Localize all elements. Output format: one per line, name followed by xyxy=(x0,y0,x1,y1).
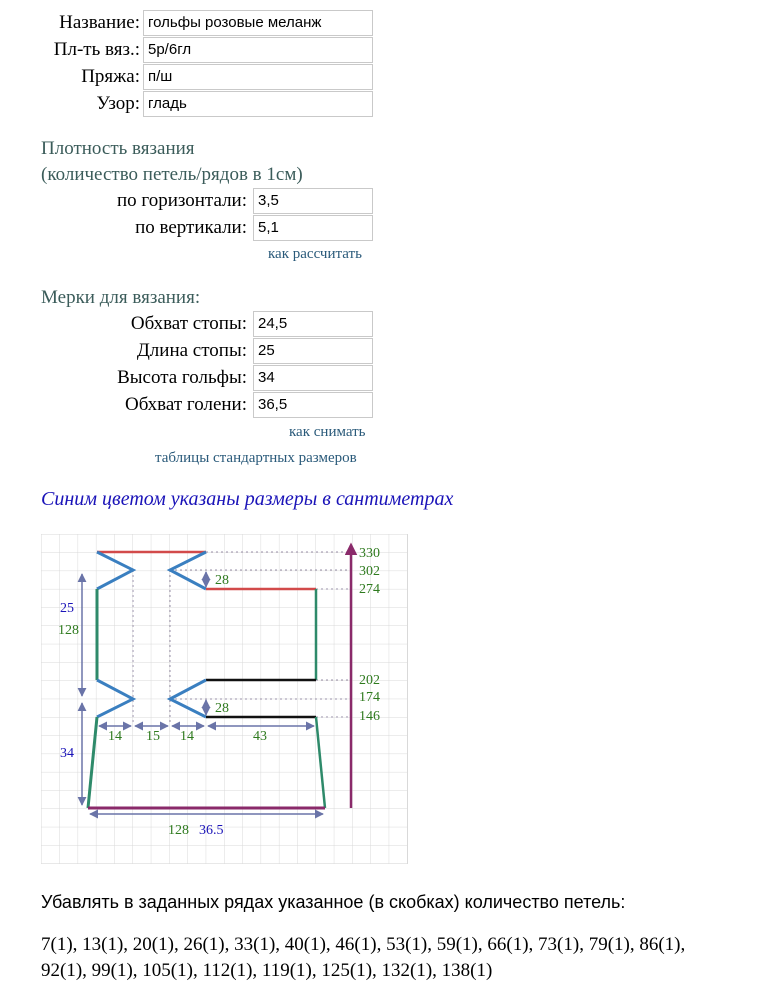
measurements-title: Мерки для вязания: xyxy=(41,287,201,308)
height-field[interactable]: 34 xyxy=(253,365,373,391)
foot-girth-row xyxy=(40,311,373,337)
row-label-274: 274 xyxy=(359,582,380,597)
units-note: Синим цветом указаны размеры в сантиметрах xyxy=(41,488,454,510)
row-label-174: 174 xyxy=(359,690,380,705)
foot-length-field[interactable]: 25 xyxy=(253,338,373,364)
gauge-vertical-row xyxy=(40,215,373,241)
foot-length-label: Длина стопы: xyxy=(136,340,247,361)
yarn-label: Пряжа: xyxy=(81,66,140,87)
gauge-horizontal-row xyxy=(40,188,373,214)
height-label: Высота гольфы: xyxy=(117,367,247,388)
gauge-vertical-field[interactable]: 5,1 xyxy=(253,215,373,241)
heel-rows-bottom-label: 28 xyxy=(215,701,229,716)
leg-height-cm-label: 34 xyxy=(60,746,74,761)
row-label-330: 330 xyxy=(359,546,380,561)
foot-girth-field[interactable]: 24,5 xyxy=(253,311,373,337)
height-row xyxy=(40,365,373,391)
yarn-row xyxy=(20,64,373,90)
calf-girth-field[interactable]: 36,5 xyxy=(253,392,373,418)
gauge-horizontal-field[interactable]: 3,5 xyxy=(253,188,373,214)
name-row xyxy=(20,10,373,36)
width-seg-3-label: 14 xyxy=(180,729,194,744)
how-to-measure-link[interactable]: как снимать xyxy=(289,424,366,440)
heel-rows-top-label: 28 xyxy=(215,573,229,588)
pattern-row xyxy=(20,91,373,117)
knit-density-row xyxy=(20,37,373,63)
row-label-146: 146 xyxy=(359,709,380,724)
bottom-stitches-label: 128 xyxy=(168,823,189,838)
how-to-calculate-link[interactable]: как рассчитать xyxy=(268,246,362,262)
row-label-302: 302 xyxy=(359,564,380,579)
width-seg-4-label: 43 xyxy=(253,729,267,744)
gauge-title: Плотность вязания xyxy=(41,138,195,159)
knit-density-field[interactable]: 5р/6гл xyxy=(143,37,373,63)
knit-density-label: Пл-ть вяз.: xyxy=(53,39,140,60)
width-seg-1-label: 14 xyxy=(108,729,122,744)
decrease-rows-line-1: 7(1), 13(1), 20(1), 26(1), 33(1), 40(1), 46(1), 53(1), 59(1), 66(1), 73(1), 79(1), 86(1), xyxy=(41,934,686,955)
decrease-title: Убавлять в заданных рядах указанное (в скобках) количество петель: xyxy=(41,892,626,912)
gauge-vertical-label: по вертикали: xyxy=(135,217,247,238)
yarn-field[interactable]: п/ш xyxy=(143,64,373,90)
width-seg-2-label: 15 xyxy=(146,729,160,744)
standard-sizes-link[interactable]: таблицы стандартных размеров xyxy=(155,450,357,466)
foot-length-row xyxy=(40,338,373,364)
foot-length-cm-label: 25 xyxy=(60,601,74,616)
bottom-cm-label: 36.5 xyxy=(199,823,224,838)
decrease-rows xyxy=(41,932,761,984)
foot-rows-label: 128 xyxy=(58,623,79,638)
knitting-diagram xyxy=(41,534,408,864)
calf-girth-row xyxy=(40,392,373,418)
gauge-subtitle: (количество петель/рядов в 1см) xyxy=(41,164,303,185)
pattern-label: Узор: xyxy=(96,93,140,114)
name-field[interactable]: гольфы розовые меланж xyxy=(143,10,373,36)
calf-girth-label: Обхват голени: xyxy=(125,394,247,415)
name-label: Название: xyxy=(59,12,140,33)
row-label-202: 202 xyxy=(359,673,380,688)
foot-girth-label: Обхват стопы: xyxy=(130,313,247,334)
decrease-rows-line-2: 92(1), 99(1), 105(1), 112(1), 119(1), 125(1), 132(1), 138(1) xyxy=(41,960,493,981)
gauge-horizontal-label: по горизонтали: xyxy=(116,190,247,211)
pattern-field[interactable]: гладь xyxy=(143,91,373,117)
